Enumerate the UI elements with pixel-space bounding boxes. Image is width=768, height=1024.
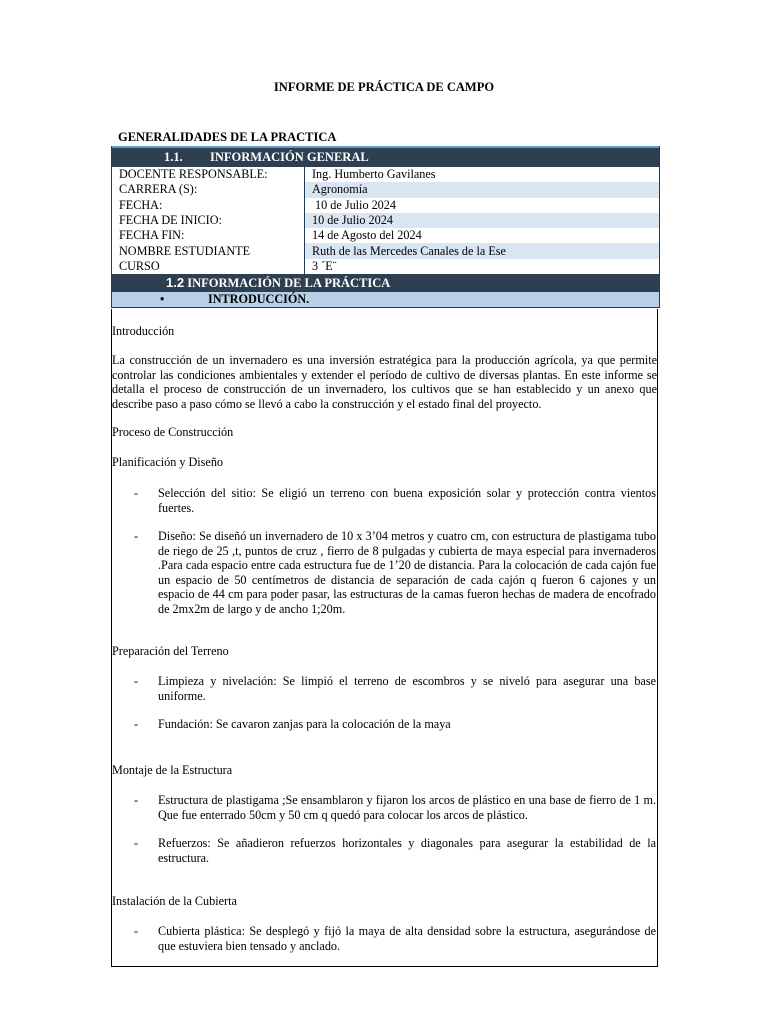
row-label: NOMBRE ESTUDIANTE <box>112 243 305 258</box>
general-info-number: 1.1. <box>164 150 183 164</box>
list-item: Cubierta plástica: Se desplegó y fijó la maya de alta densidad sobre la estructura, asegurándose de que estuviera bien tensado y anclado. <box>158 924 656 953</box>
table-row <box>112 228 659 243</box>
row-label: DOCENTE RESPONSABLE: <box>112 167 305 182</box>
table-row <box>112 167 659 182</box>
dash-bullet: - <box>134 529 139 543</box>
terrain-title: Preparación del Terreno <box>112 644 229 658</box>
intro-paragraph: La construcción de un invernadero es una inversión estratégica para la producción agrícola, ya que permite controlar las condiciones ambientales y extender el período de cultivo de diversas plantas. En este informe se detalla el proceso de construcción de un invernadero, los cultivos que se han establecido y un anexo que describe paso a paso cómo se llevó a cabo la construcción y el estado final del proyecto. <box>112 353 657 411</box>
introduction-subheading: INTRODUCCIÓN. <box>208 292 310 307</box>
dash-bullet: - <box>134 674 139 688</box>
info-frame <box>111 146 660 308</box>
list-item: Diseño: Se diseñó un invernadero de 10 x 3’04 metros y cuatro cm, con estructura de plastigama tubo de riego de 25 ,t, puntos de cruz , fierro de 8 pulgadas y cubierta de maya especial para invernaderos .Para cada espacio entre cada estructura fue de 1’20 de distancia. Para la colocación de cada cajón fue un espacio de 50 centímetros de distancia de separación de cada cajón q fueron 6 cajones y un espacio de 44 cm para poder pasar, las estructuras de la camas fueron hechas de madera de encofrado de 2mx2m de largo y de ancho 1;20m. <box>158 529 656 616</box>
row-value: Ing. Humberto Gavilanes <box>312 167 436 182</box>
table-row <box>112 182 659 197</box>
introduction-subheader <box>112 292 659 308</box>
table-row <box>112 243 659 258</box>
table-row <box>112 213 659 228</box>
planning-title: Planificación y Diseño <box>112 455 224 469</box>
dash-bullet: - <box>134 486 139 500</box>
document-title: INFORME DE PRÁCTICA DE CAMPO <box>273 80 495 94</box>
general-info-heading: INFORMACIÓN GENERAL <box>210 150 369 164</box>
report-body <box>111 309 658 967</box>
dash-bullet: - <box>134 836 139 850</box>
intro-title: Introducción <box>112 324 175 338</box>
row-label: CURSO <box>112 259 305 274</box>
section-title: GENERALIDADES DE LA PRACTICA <box>118 130 337 144</box>
list-item: Estructura de plastigama ;Se ensamblaron y fijaron los arcos de plástico en una base de fierro de 1 m. Que fue enterrado 50cm y 50 cm q quedó para colocar los arcos de plástico. <box>158 793 656 822</box>
practice-info-number: 1.2 <box>166 275 185 291</box>
process-title: Proceso de Construcción <box>112 425 234 439</box>
bullet-icon: • <box>160 292 165 307</box>
row-label: FECHA DE INICIO: <box>112 213 305 228</box>
row-label: CARRERA (S): <box>112 182 305 197</box>
cover-title: Instalación de la Cubierta <box>112 894 237 908</box>
list-item: Fundación: Se cavaron zanjas para la colocación de la maya <box>158 717 451 731</box>
general-info-header <box>112 148 659 167</box>
row-value: 10 de Julio 2024 <box>305 213 660 228</box>
practice-info-heading: INFORMACIÓN DE LA PRÁCTICA <box>187 276 391 291</box>
list-item: Selección del sitio: Se eligió un terreno con buena exposición solar y protección contra vientos fuertes. <box>158 486 656 515</box>
practice-info-header <box>112 274 659 292</box>
row-value: 14 de Agosto del 2024 <box>312 228 422 243</box>
list-item: Refuerzos: Se añadieron refuerzos horizontales y diagonales para asegurar la estabilidad de la estructura. <box>158 836 656 865</box>
table-row <box>112 198 659 213</box>
table-row <box>112 259 659 274</box>
dash-bullet: - <box>134 793 139 807</box>
row-label: FECHA FIN: <box>112 228 305 243</box>
row-value: Agronomía <box>305 182 660 197</box>
structure-title: Montaje de la Estructura <box>112 763 233 777</box>
dash-bullet: - <box>134 924 139 938</box>
dash-bullet: - <box>134 717 139 731</box>
row-label: FECHA: <box>112 198 305 213</box>
row-value: 10 de Julio 2024 <box>312 197 396 212</box>
row-value: Ruth de las Mercedes Canales de la Ese <box>305 243 660 258</box>
general-info-table <box>112 167 659 274</box>
list-item: Limpieza y nivelación: Se limpió el terreno de escombros y se niveló para asegurar una base uniforme. <box>158 674 656 703</box>
row-value: 3 ´E¨ <box>312 258 337 273</box>
